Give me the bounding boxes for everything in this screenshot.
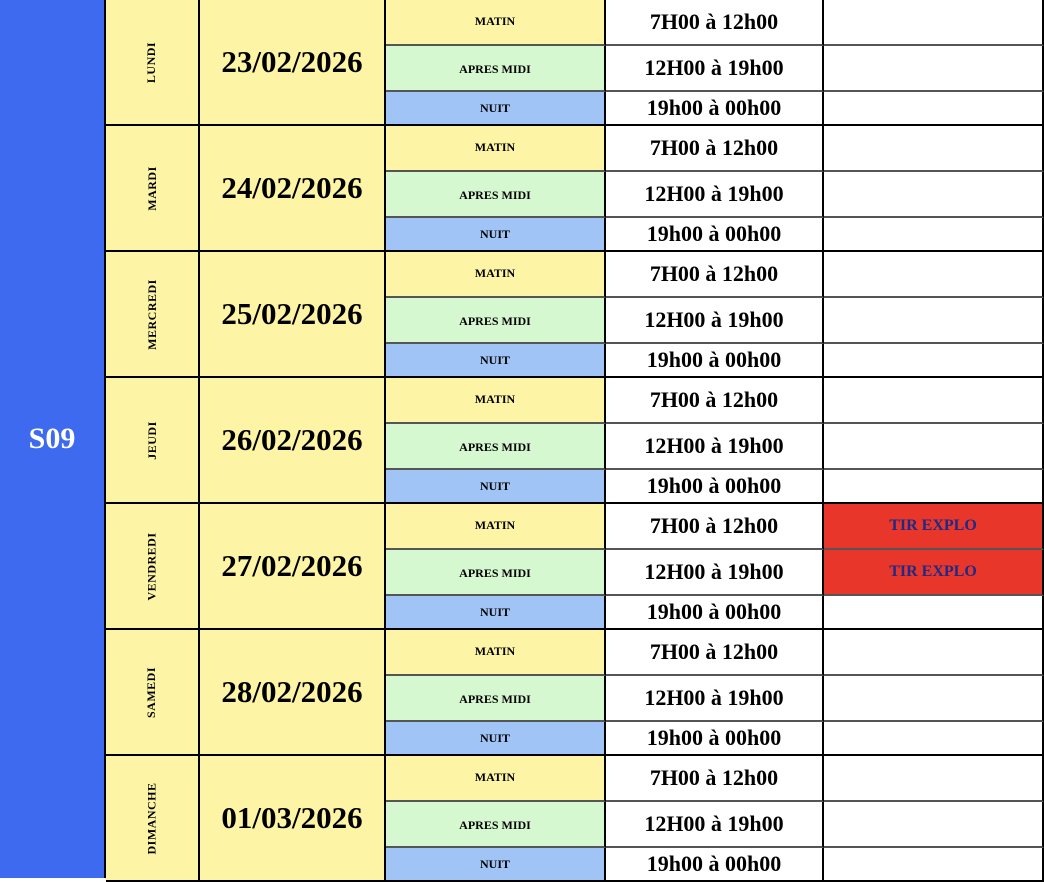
- empty-cell[interactable]: [824, 424, 1044, 470]
- shift-label-cell: NUIT: [386, 722, 606, 756]
- empty-cell[interactable]: [824, 756, 1044, 802]
- empty-cell[interactable]: [824, 722, 1044, 756]
- shift-hours-cell: 7H00 à 12h00: [606, 378, 824, 424]
- shift-label-cell: APRES MIDI: [386, 172, 606, 218]
- day-name-cell: [106, 0, 200, 126]
- day-block: [106, 756, 1044, 882]
- shift-hours-cell: 12H00 à 19h00: [606, 172, 824, 218]
- empty-cell[interactable]: [824, 596, 1044, 630]
- shift-hours-cell: 19h00 à 00h00: [606, 722, 824, 756]
- day-block: [106, 126, 1044, 252]
- day-name: DIMANCHE: [144, 782, 159, 854]
- empty-cell[interactable]: [824, 470, 1044, 504]
- empty-cell[interactable]: [824, 126, 1044, 172]
- date-cell: 23/02/2026: [200, 0, 386, 126]
- day-name: MARDI: [144, 165, 159, 211]
- shift-label-cell: MATIN: [386, 378, 606, 424]
- shift-hours-cell: 7H00 à 12h00: [606, 630, 824, 676]
- shift-label-cell: NUIT: [386, 596, 606, 630]
- day-block: [106, 504, 1044, 630]
- date-cell: 01/03/2026: [200, 756, 386, 882]
- shift-label-cell: MATIN: [386, 756, 606, 802]
- empty-cell[interactable]: [824, 344, 1044, 378]
- shift-hours-cell: 7H00 à 12h00: [606, 504, 824, 550]
- empty-cell[interactable]: [824, 46, 1044, 92]
- shift-hours-cell: 19h00 à 00h00: [606, 344, 824, 378]
- shift-hours-cell: 19h00 à 00h00: [606, 470, 824, 504]
- day-block: [106, 252, 1044, 378]
- event-cell[interactable]: TIR EXPLO: [824, 504, 1044, 550]
- shift-hours-cell: 19h00 à 00h00: [606, 848, 824, 882]
- event-cell[interactable]: TIR EXPLO: [824, 550, 1044, 596]
- shift-hours-cell: 19h00 à 00h00: [606, 596, 824, 630]
- date-cell: 24/02/2026: [200, 126, 386, 252]
- shift-label-cell: APRES MIDI: [386, 676, 606, 722]
- shift-hours-cell: 7H00 à 12h00: [606, 756, 824, 802]
- empty-cell[interactable]: [824, 378, 1044, 424]
- shift-hours-cell: 7H00 à 12h00: [606, 252, 824, 298]
- shift-label-cell: APRES MIDI: [386, 46, 606, 92]
- shift-hours-cell: 19h00 à 00h00: [606, 218, 824, 252]
- shift-hours-cell: 7H00 à 12h00: [606, 126, 824, 172]
- shift-label-cell: MATIN: [386, 0, 606, 46]
- empty-cell[interactable]: [824, 92, 1044, 126]
- date-cell: 27/02/2026: [200, 504, 386, 630]
- day-name-cell: [106, 756, 200, 882]
- empty-cell[interactable]: [824, 298, 1044, 344]
- shift-label-cell: NUIT: [386, 344, 606, 378]
- week-label: S09: [28, 422, 76, 455]
- empty-cell[interactable]: [824, 0, 1044, 46]
- empty-cell[interactable]: [824, 218, 1044, 252]
- shift-hours-cell: 12H00 à 19h00: [606, 802, 824, 848]
- day-name-cell: [106, 252, 200, 378]
- empty-cell[interactable]: [824, 802, 1044, 848]
- day-name-cell: [106, 126, 200, 252]
- day-name: SAMEDI: [144, 666, 159, 718]
- shift-label-cell: MATIN: [386, 504, 606, 550]
- shift-hours-cell: 12H00 à 19h00: [606, 46, 824, 92]
- empty-cell[interactable]: [824, 676, 1044, 722]
- day-block: [106, 630, 1044, 756]
- day-name-cell: [106, 378, 200, 504]
- date-cell: 25/02/2026: [200, 252, 386, 378]
- date-cell: 28/02/2026: [200, 630, 386, 756]
- day-block: [106, 378, 1044, 504]
- shift-label-cell: MATIN: [386, 126, 606, 172]
- shift-hours-cell: 12H00 à 19h00: [606, 424, 824, 470]
- shift-label-cell: APRES MIDI: [386, 550, 606, 596]
- week-cell: [0, 0, 106, 878]
- shift-label-cell: NUIT: [386, 470, 606, 504]
- day-name: LUNDI: [144, 41, 159, 83]
- shift-hours-cell: 12H00 à 19h00: [606, 298, 824, 344]
- empty-cell[interactable]: [824, 848, 1044, 882]
- shift-hours-cell: 7H00 à 12h00: [606, 0, 824, 46]
- shift-hours-cell: 12H00 à 19h00: [606, 550, 824, 596]
- shift-label-cell: NUIT: [386, 92, 606, 126]
- shift-hours-cell: 12H00 à 19h00: [606, 676, 824, 722]
- shift-label-cell: MATIN: [386, 252, 606, 298]
- day-block: [106, 0, 1044, 126]
- shift-label-cell: MATIN: [386, 630, 606, 676]
- shift-label-cell: NUIT: [386, 218, 606, 252]
- day-name: JEUDI: [144, 420, 159, 460]
- empty-cell[interactable]: [824, 630, 1044, 676]
- empty-cell[interactable]: [824, 252, 1044, 298]
- day-name: MERCREDI: [144, 278, 159, 350]
- empty-cell[interactable]: [824, 172, 1044, 218]
- shift-label-cell: APRES MIDI: [386, 424, 606, 470]
- shift-label-cell: APRES MIDI: [386, 298, 606, 344]
- day-name: VENDREDI: [144, 531, 159, 601]
- shift-label-cell: NUIT: [386, 848, 606, 882]
- date-cell: 26/02/2026: [200, 378, 386, 504]
- shift-hours-cell: 19h00 à 00h00: [606, 92, 824, 126]
- shift-label-cell: APRES MIDI: [386, 802, 606, 848]
- day-name-cell: [106, 630, 200, 756]
- day-name-cell: [106, 504, 200, 630]
